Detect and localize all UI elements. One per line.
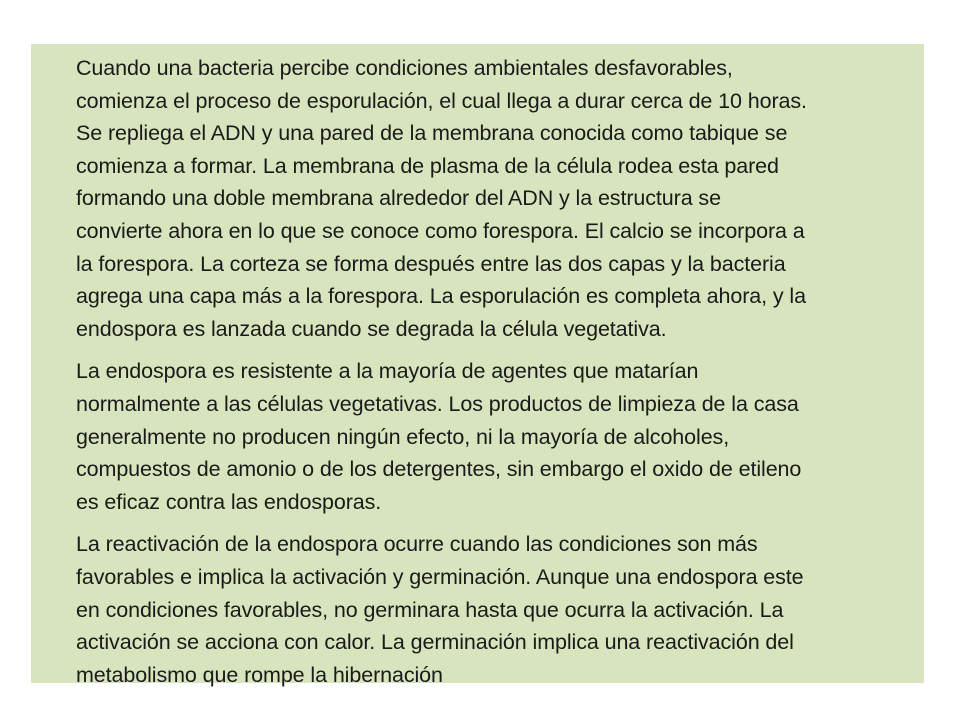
text-line: comienza el proceso de esporulación, el cual llega a durar cerca de 10 horas. [76, 88, 807, 113]
text-line: La reactivación de la endospora ocurre cuando las condiciones son más [76, 532, 758, 557]
paragraph-sporulation [76, 52, 912, 345]
text-line: en condiciones favorables, no germinara hasta que ocurra la activación. La [76, 597, 784, 622]
text-line: activación se acciona con calor. La germinación implica una reactivación del [76, 630, 794, 655]
text-line: generalmente no producen ningún efecto, ni la mayoría de alcoholes, [76, 424, 730, 449]
paragraph-reactivation [76, 528, 912, 691]
text-line: metabolismo que rompe la hibernación [76, 662, 443, 687]
text-line: endospora es lanzada cuando se degrada la célula vegetativa. [76, 316, 667, 341]
text-line: favorables e implica la activación y germinación. Aunque una endospora este [76, 564, 804, 589]
text-line: agrega una capa más a la forespora. La esporulación es completa ahora, y la [76, 284, 806, 309]
text-panel [31, 44, 924, 687]
text-line: Cuando una bacteria percibe condiciones ambientales desfavorables, [76, 56, 733, 80]
text-line: es eficaz contra las endosporas. [76, 489, 382, 514]
text-line: comienza a formar. La membrana de plasma de la célula rodea esta pared [76, 153, 779, 178]
text-line: Se repliega el ADN y una pared de la membrana conocida como tabique se [76, 121, 788, 146]
text-line: convierte ahora en lo que se conoce como forespora. El calcio se incorpora a [76, 218, 805, 243]
text-line: La endospora es resistente a la mayoría de agentes que matarían [76, 359, 699, 384]
text-line: normalmente a las células vegetativas. Los productos de limpieza de la casa [76, 391, 799, 416]
text-line: la forespora. La corteza se forma después entre las dos capas y la bacteria [76, 251, 786, 276]
text-line: formando una doble membrana alrededor del ADN y la estructura se [76, 186, 721, 211]
text-line: compuestos de amonio o de los detergentes, sin embargo el oxido de etileno [76, 457, 802, 482]
paragraph-resistance [76, 355, 912, 518]
